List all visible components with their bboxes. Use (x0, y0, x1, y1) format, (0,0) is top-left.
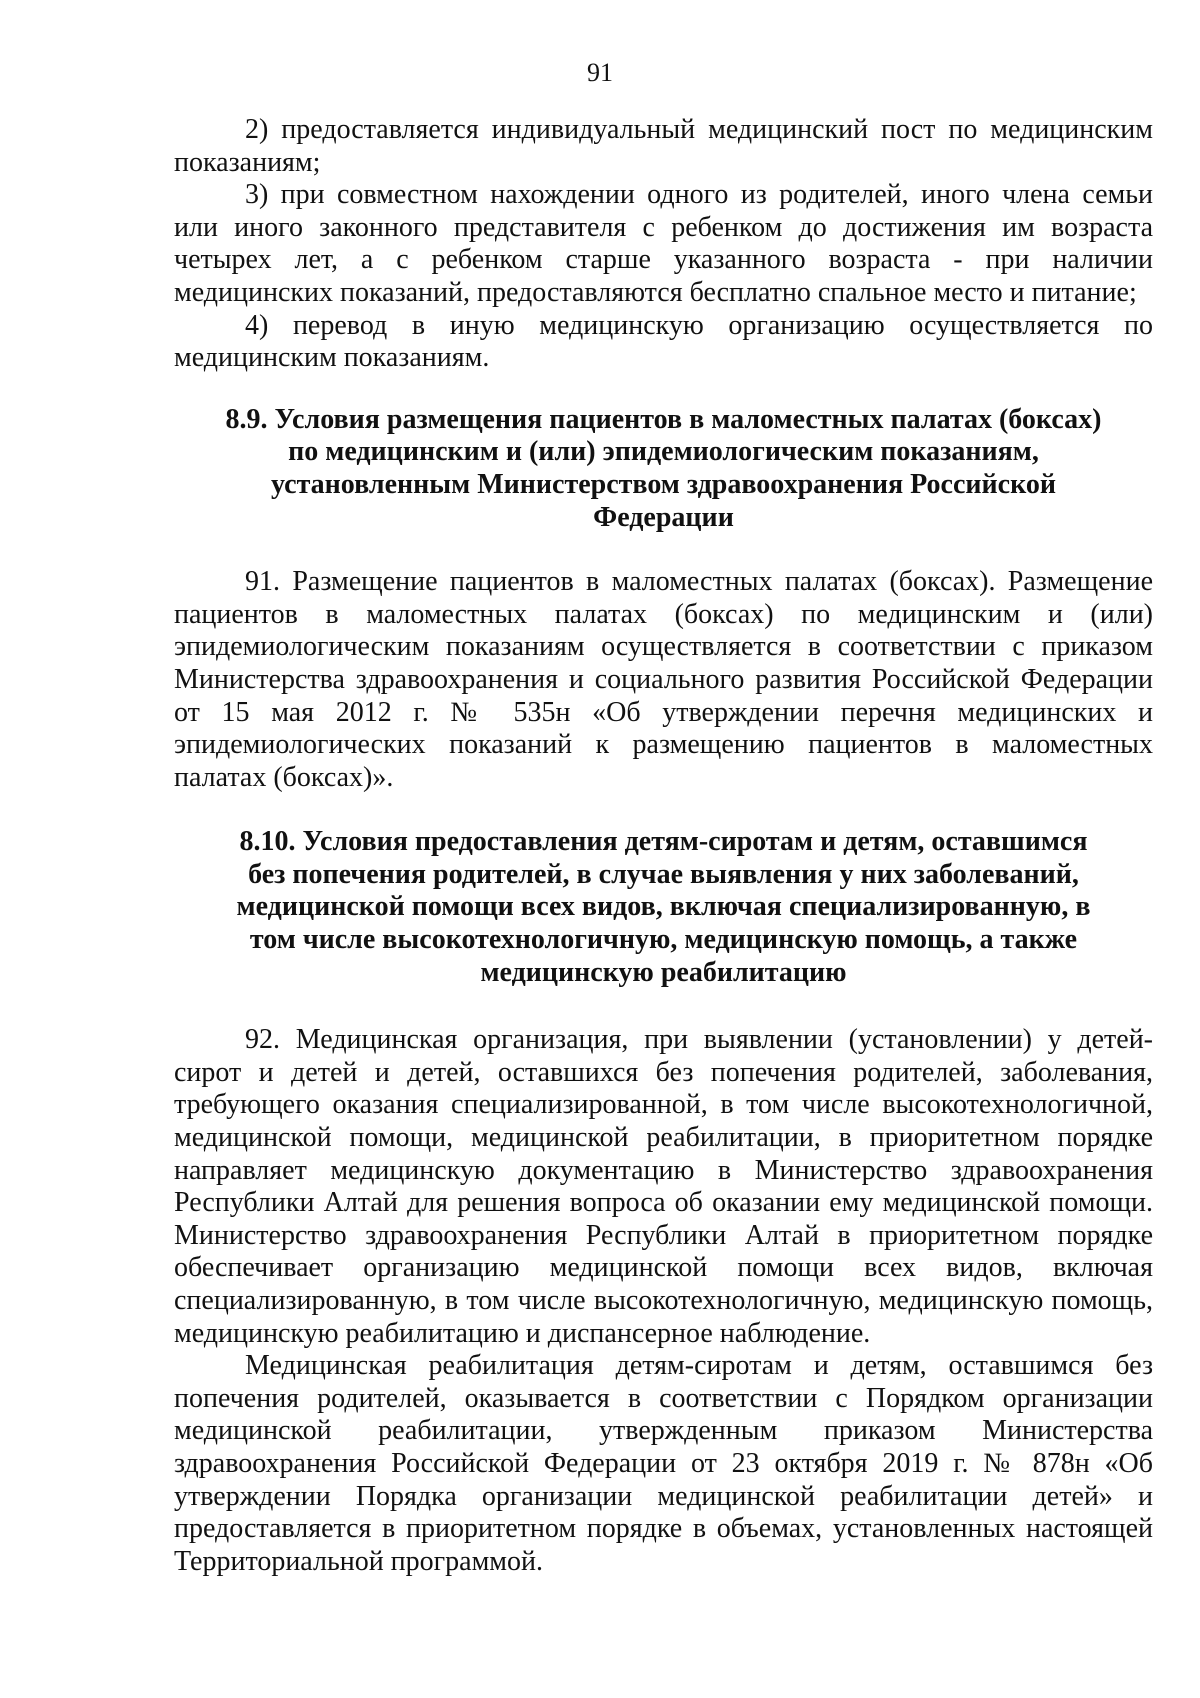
list-item-4: 4) перевод в иную медицинскую организацию осуществляется по медицинским показаниям. (174, 309, 1153, 374)
document-body (174, 114, 1153, 1578)
paragraph-91: 91. Размещение пациентов в маломестных палатах (боксах). Размещение пациентов в маломестных палатах (боксах) по медицинским и (или) эпидемиологическим показаниям осуществляется в соответствии с приказом Министерства здравоохранения и социального развития Российской Федерации от 15 мая 2012 г. № 535н «Об утверждении перечня медицинских и эпидемиологических показаний к размещению пациентов в маломестных палатах (боксах)». (174, 566, 1153, 793)
paragraph-92: 92. Медицинская организация, при выявлении (установлении) у детей-сирот и детей и детей, оставшихся без попечения родителей, заболевания, требующего оказания специализированной, в том числе высокотехнологичной, медицинской помощи, медицинской реабилитации, в приоритетном порядке направляет медицинскую документацию в Министерство здравоохранения Республики Алтай для решения вопроса об оказании ему медицинской помощи. Министерство здравоохранения Республики Алтай в приоритетном порядке обеспечивает организацию медицинской помощи всех видов, включая специализированную, в том числе высокотехнологичную, медицинскую помощь, медицинскую реабилитацию и диспансерное наблюдение. (174, 1024, 1153, 1349)
section-heading-8-9: 8.9. Условия размещения пациентов в маломестных палатах (боксах) по медицинским и (или) эпидемиологическим показаниям, установленным Министерством здравоохранения Российской Федерации (225, 403, 1102, 533)
list-item-3: 3) при совместном нахождении одного из родителей, иного члена семьи или иного законного представителя с ребенком до достижения им возраста четырех лет, а с ребенком старше указанного возраста - при наличии медицинских показаний, предоставляются бесплатно спальное место и питание; (174, 179, 1153, 308)
section-heading-8-10: 8.10. Условия предоставления детям-сиротам и детям, оставшимся без попечения родителей, в случае выявления у них заболеваний, медицинской помощи всех видов, включая специализированную, в том числе высокотехнологичную, медицинскую помощь, а также медицинскую реабилитацию (236, 826, 1091, 988)
list-item-2: 2) предоставляется индивидуальный медицинский пост по медицинским показаниям; (174, 114, 1153, 178)
page-number: 91 (587, 58, 613, 87)
paragraph-rehabilitation: Медицинская реабилитация детям-сиротам и детям, оставшимся без попечения родителей, оказывается в соответствии с Порядком организации медицинской реабилитации, утвержденным приказом Министерства здравоохранения Российской Федерации от 23 октября 2019 г. № 878н «Об утверждении Порядка организации медицинской реабилитации детей» и предоставляется в приоритетном порядке в объемах, установленных настоящей Территориальной программой. (174, 1350, 1153, 1577)
